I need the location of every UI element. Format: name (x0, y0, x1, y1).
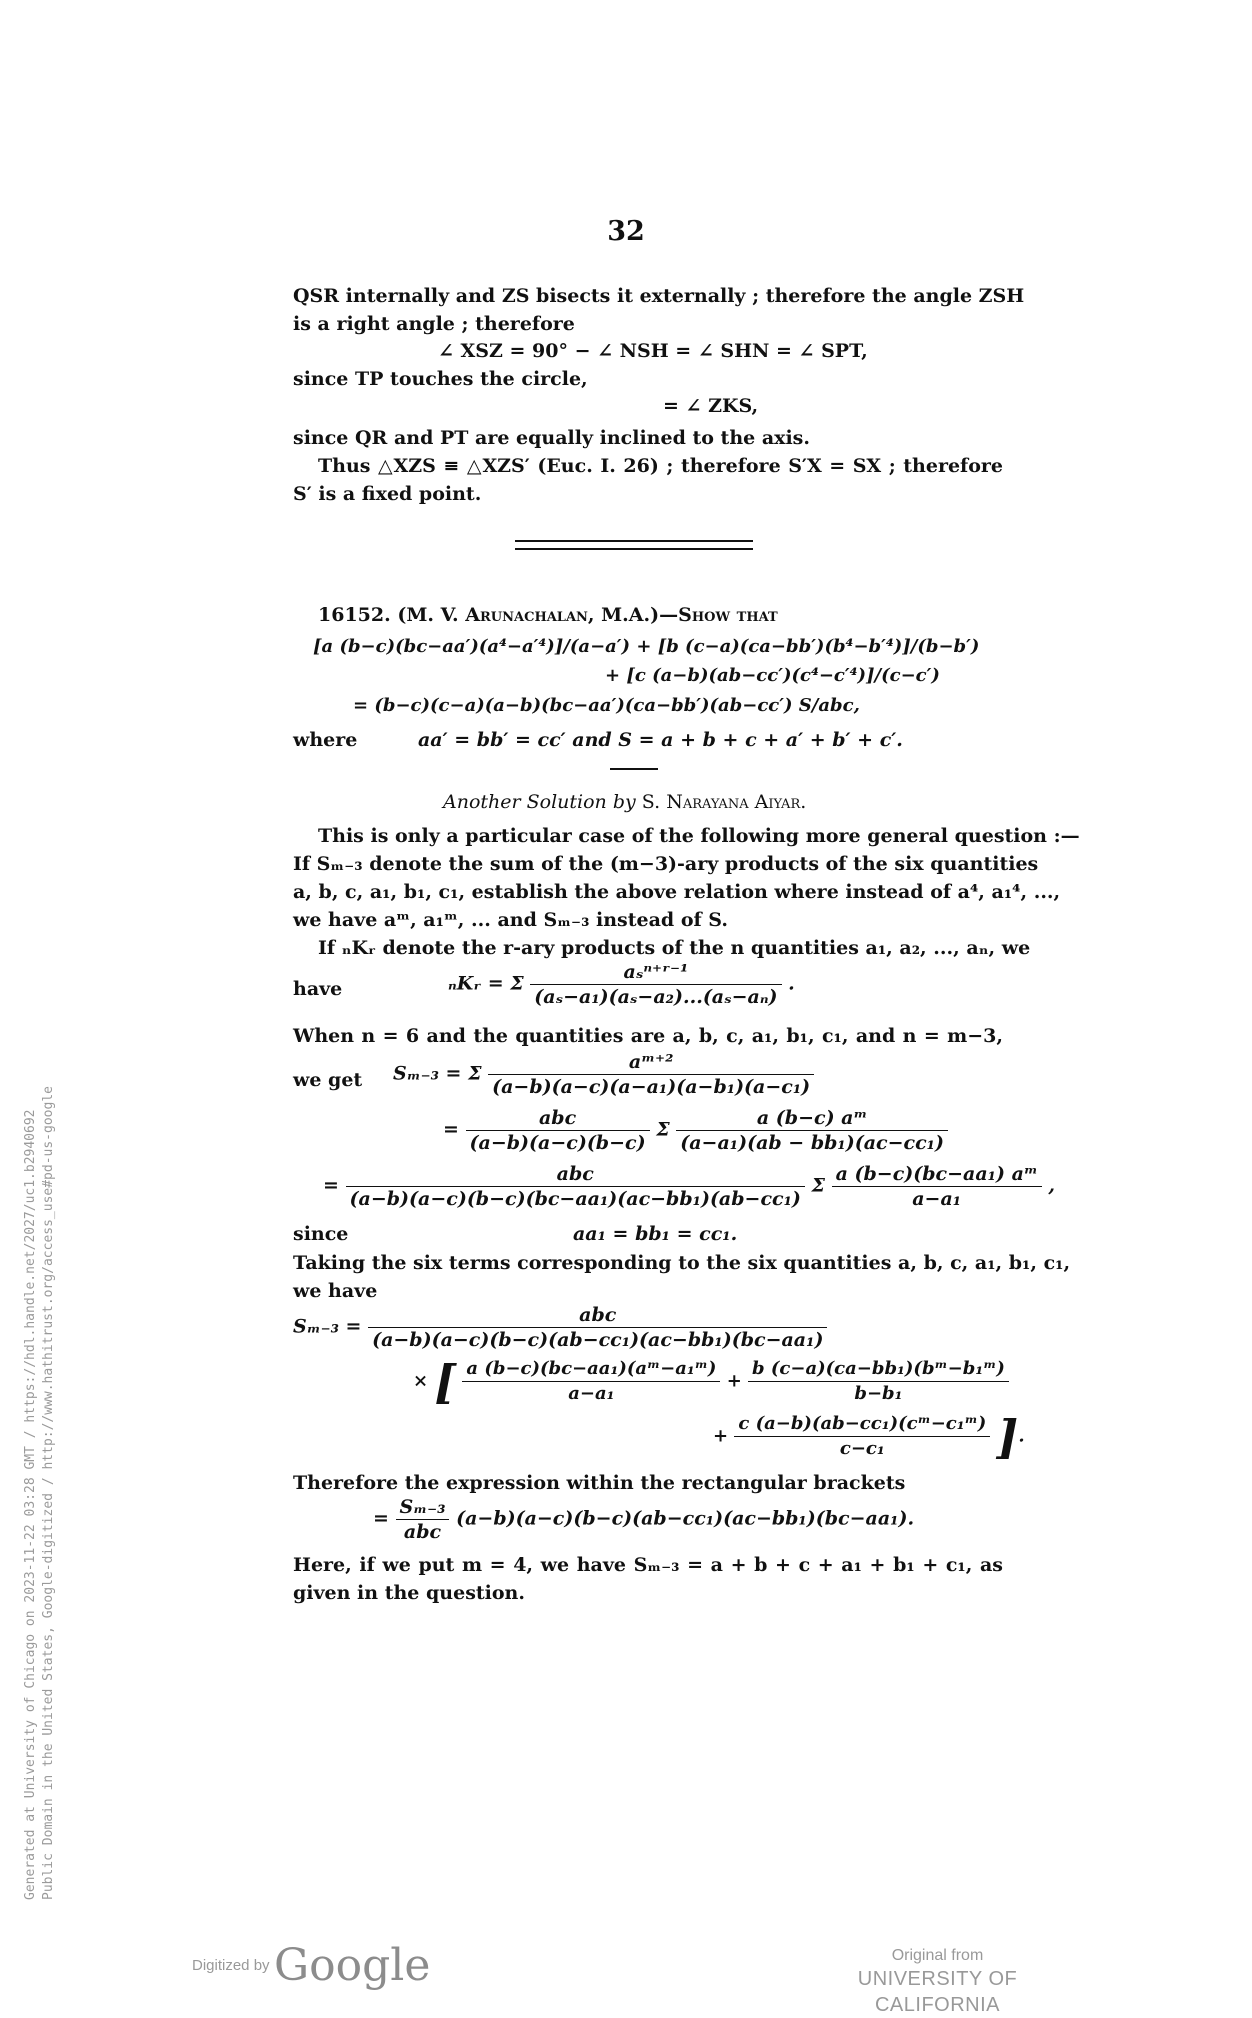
digitized-label: Digitized by (192, 1957, 270, 1974)
watermark-line-2: Public Domain in the United States, Google-digitized / http://www.hathitrust.org/access_use#pd-us-google (41, 1086, 56, 1900)
numerator: abc (346, 1162, 805, 1187)
equation-line: + [c (a−b)(ab−cc′)(c⁴−c′⁴)]/(c−c′) (605, 665, 940, 686)
short-rule-divider (610, 768, 658, 770)
text-line: Here, if we put m = 4, we have Sₘ₋₃ = a + b + c + a₁ + b₁ + c₁, as (293, 1554, 1003, 1576)
denominator: (a−b)(a−c)(b−c)(bc−aa₁)(ac−bb₁)(ab−cc₁) (349, 1188, 801, 1210)
big-lhs: Sₘ₋₃ = (293, 1315, 362, 1338)
final-fraction (396, 1495, 450, 1544)
final-equation: = $\frac{\text{Sₘ₋₃}}{\text{abc}}$ (a−b)(a−c)(b−c)(ab−cc₁)(ac−bb₁)(bc−aa₁). (373, 1496, 915, 1543)
original-from-label: Original from (891, 1947, 984, 1964)
google-wordmark: Google (274, 1940, 431, 1991)
have-label: have (293, 978, 343, 1000)
denominator: (a−b)(a−c)(a−a₁)(a−b₁)(a−c₁) (492, 1076, 811, 1098)
s2-fraction (466, 1106, 650, 1155)
solution-heading (443, 788, 1153, 816)
we-get-label: we get (293, 1069, 363, 1091)
text-line: since TP touches the circle, (293, 368, 588, 390)
equation-line: aa′ = bb′ = cc′ and S = a + b + c + a′ + b′ + c′. (418, 729, 903, 751)
text-line: since QR and PT are equally inclined to the axis. (293, 427, 810, 449)
numerator: a (b−c) aᵐ (676, 1106, 948, 1131)
text-line: given in the question. (293, 1582, 525, 1604)
numerator: b (c−a)(ca−bb₁)(bᵐ−b₁ᵐ) (748, 1357, 1009, 1382)
since-label: since (293, 1223, 349, 1245)
equation-line: = ∠ ZKS, (663, 395, 759, 417)
denominator: (a−b)(a−c)(b−c) (469, 1132, 646, 1154)
s1-fraction (488, 1050, 814, 1099)
denominator: (a−a₁)(ab − bb₁)(ac−cc₁) (680, 1132, 944, 1154)
s2-equation: = $\frac{\text{abc}}{(a-b)(a-c)(b-c)}$ Σ $\frac{\text{a (b−c) aᵐ}}{\text{(a−a₁)(ab − bb₁)(ac−cc₁)}}$ (443, 1106, 1153, 1155)
question-header (318, 601, 1028, 629)
text-line: This is only a particular case of the following more general question :— (318, 825, 1080, 847)
left-bracket: [ (434, 1354, 457, 1409)
bracket-terms-1: × [ $\frac{\text{a (b−c)(bc−aa₁)(aᵐ−a₁ᵐ)}}{\text{a−a₁}}$ + $\frac{\text{b (c−a)(ca−bb₁)(bᵐ−b₁ᵐ)}}{\text{b−b₁}}$ (413, 1357, 1123, 1406)
text-line: If Sₘ₋₃ denote the sum of the (m−3)-ary products of the six quantities (293, 853, 1039, 875)
text-line: a, b, c, a₁, b₁, c₁, establish the above relation where instead of a⁴, a₁⁴, ..., (293, 881, 1061, 903)
denominator: a−a₁ (568, 1383, 615, 1404)
digitized-by-google-logo (192, 1940, 430, 1991)
equation-line: = (b−c)(c−a)(a−b)(bc−aa′)(ca−bb′)(ab−cc′) S/abc, (353, 695, 860, 716)
we-have-label: we have (293, 1280, 378, 1302)
s1-equation (393, 1050, 1103, 1099)
numerator: a (b−c)(bc−aa₁) aᵐ (832, 1162, 1042, 1187)
numerator: aᵐ⁺² (488, 1050, 814, 1075)
s2-sum-fraction (676, 1106, 948, 1155)
denominator: (aₛ−a₁)(aₛ−a₂)...(aₛ−aₙ) (534, 986, 778, 1008)
denominator: (a−b)(a−c)(b−c)(ab−cc₁)(ac−bb₁)(bc−aa₁) (372, 1329, 824, 1351)
text-line: QSR internally and ZS bisects it externally ; therefore the angle ZSH (293, 285, 1025, 307)
text-line: When n = 6 and the quantities are a, b, c, a₁, b₁, c₁, and n = m−3, (293, 1025, 1003, 1047)
nkr-equation: ₙKᵣ = Σ $\frac{\text{aₛⁿ⁺ʳ⁻¹}}{\text{(aₛ−a₁)(aₛ−a₂)...(aₛ−aₙ)}}$ . (448, 961, 795, 1008)
nkr-lhs: ₙKᵣ = Σ (448, 972, 524, 995)
equation-line: ∠ XSZ = 90° − ∠ NSH = ∠ SHN = ∠ SPT, (438, 340, 868, 362)
side-watermark (22, 1086, 58, 1900)
question-author: (M. V. Arunachalan, M.A.)—Show that (397, 604, 778, 626)
text-line: is a right angle ; therefore (293, 313, 575, 335)
text-line: Thus △XZS ≡ △XZS′ (Euc. I. 26) ; therefore S′X = SX ; therefore (318, 455, 1003, 477)
s3-fraction (346, 1162, 805, 1211)
text-line: we have aᵐ, a₁ᵐ, ... and Sₘ₋₃ instead of S. (293, 909, 728, 931)
numerator: a (b−c)(bc−aa₁)(aᵐ−a₁ᵐ) (462, 1357, 720, 1382)
numerator: Sₘ₋₃ (396, 1495, 450, 1520)
original-from-credit (800, 1946, 1075, 2018)
term3-fraction (734, 1412, 990, 1461)
s3-sum-fraction (832, 1162, 1042, 1211)
numerator: abc (466, 1106, 650, 1131)
nkr-fraction (530, 960, 781, 1009)
double-rule-divider (515, 540, 753, 550)
text-line: If ₙKᵣ denote the r-ary products of the n quantities a₁, a₂, ..., aₙ, we (318, 937, 1031, 959)
term2-fraction (748, 1357, 1009, 1406)
bracket-terms-2: + $\frac{\text{c (a−b)(ab−cc₁)(cᵐ−c₁ᵐ)}}{\text{c−c₁}}$ ]. (713, 1409, 1025, 1464)
big-fraction (368, 1303, 827, 1352)
text-line: Taking the six terms corresponding to the six quantities a, b, c, a₁, b₁, c₁, (293, 1252, 1071, 1274)
text-line: S′ is a fixed point. (293, 483, 482, 505)
final-rest: (a−b)(a−c)(b−c)(ab−cc₁)(ac−bb₁)(bc−aa₁). (456, 1507, 915, 1530)
watermark-line-1: Generated at University of Chicago on 2023-11-22 03:28 GMT / https://hdl.handle.net/2027/uc1.b2940692 (23, 1109, 38, 1900)
equation-line: [a (b−c)(bc−aa′)(a⁴−a′⁴)]/(a−a′) + [b (c−a)(ca−bb′)(b⁴−b′⁴)]/(b−b′) (313, 636, 980, 657)
denominator: a−a₁ (912, 1188, 962, 1210)
numerator: abc (368, 1303, 827, 1328)
s1-lhs: Sₘ₋₃ = Σ (393, 1062, 482, 1085)
denominator: abc (403, 1521, 442, 1543)
numerator: c (a−b)(ab−cc₁)(cᵐ−c₁ᵐ) (734, 1412, 990, 1437)
numerator: aₛⁿ⁺ʳ⁻¹ (530, 960, 781, 985)
heading-name: S. Narayana Aiyar. (641, 791, 807, 813)
denominator: b−b₁ (854, 1383, 903, 1404)
big-equation (293, 1303, 1003, 1352)
s3-equation: = $\frac{\text{abc}}{\text{(a−b)(a−c)(b−c)(bc−aa₁)(ac−bb₁)(ab−cc₁)}}$ Σ $\frac{\text{a (b−c)(bc−aa₁) aᵐ}}{\text{a−a₁}}$ , (323, 1163, 1055, 1210)
page-number: 32 (607, 216, 645, 247)
text-line: Therefore the expression within the rectangular brackets (293, 1472, 906, 1494)
question-number: 16152. (318, 604, 391, 626)
since-equation: aa₁ = bb₁ = cc₁. (573, 1223, 738, 1245)
where-label: where (293, 729, 358, 751)
heading-italic: Another Solution by (443, 791, 636, 813)
term1-fraction (462, 1357, 720, 1406)
university-label: UNIVERSITY OF CALIFORNIA (857, 1968, 1018, 2016)
right-bracket: ] (996, 1409, 1019, 1464)
denominator: c−c₁ (839, 1438, 885, 1459)
